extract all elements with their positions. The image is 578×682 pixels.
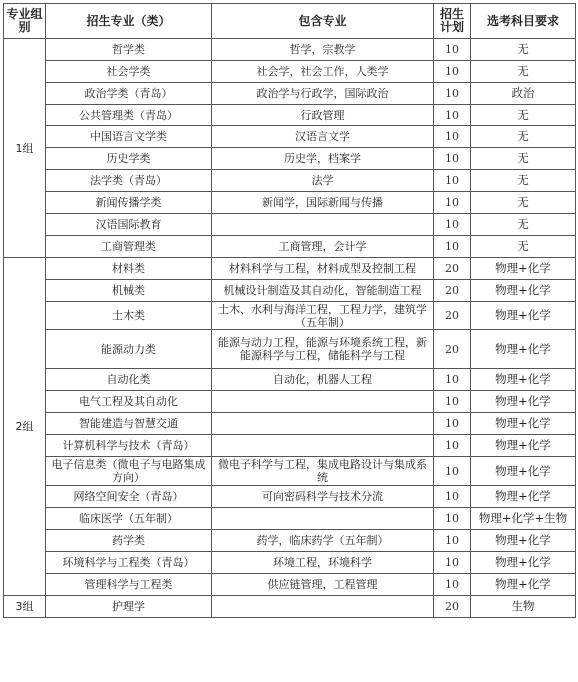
header-subjects: 选考科目要求: [471, 4, 576, 39]
plan-cell: 20: [434, 258, 471, 280]
major-cell: 电气工程及其自动化: [46, 391, 212, 413]
table-row: [4, 457, 576, 486]
includes-cell: 材料科学与工程，材料成型及控制工程: [212, 258, 434, 280]
subjects-cell: 物理+化学: [471, 574, 576, 596]
includes-cell: 历史学，档案学: [212, 148, 434, 170]
subjects-cell: 物理+化学: [471, 552, 576, 574]
includes-cell: [212, 214, 434, 236]
includes-cell: [212, 596, 434, 618]
plan-cell: 10: [434, 148, 471, 170]
plan-cell: 10: [434, 530, 471, 552]
admissions-table: [3, 3, 575, 618]
subjects-cell: 物理+化学: [471, 486, 576, 508]
table-row: [4, 61, 576, 83]
table-row: [4, 39, 576, 61]
subjects-cell: 无: [471, 170, 576, 192]
major-cell: 机械类: [46, 280, 212, 302]
major-cell: 新闻传播学类: [46, 192, 212, 214]
includes-cell: 社会学，社会工作，人类学: [212, 61, 434, 83]
subjects-cell: 物理+化学: [471, 302, 576, 330]
includes-cell: 工商管理，会计学: [212, 236, 434, 258]
table-row: [4, 214, 576, 236]
includes-cell: 新闻学，国际新闻与传播: [212, 192, 434, 214]
includes-cell: 政治学与行政学，国际政治: [212, 83, 434, 105]
major-cell: 材料类: [46, 258, 212, 280]
includes-cell: 哲学，宗教学: [212, 39, 434, 61]
subjects-cell: 生物: [471, 596, 576, 618]
table-row: [4, 170, 576, 192]
plan-cell: 10: [434, 391, 471, 413]
table-row: [4, 552, 576, 574]
major-cell: 护理学: [46, 596, 212, 618]
table-row: [4, 236, 576, 258]
major-cell: 哲学类: [46, 39, 212, 61]
includes-cell: [212, 435, 434, 457]
includes-cell: [212, 391, 434, 413]
plan-cell: 10: [434, 61, 471, 83]
includes-cell: 药学，临床药学（五年制）: [212, 530, 434, 552]
table-row: [4, 280, 576, 302]
plan-cell: 20: [434, 280, 471, 302]
group-label: 3组: [4, 596, 46, 618]
table-row: [4, 302, 576, 330]
plan-cell: 10: [434, 552, 471, 574]
includes-cell: 能源与动力工程，能源与环境系统工程，新能源科学与工程，储能科学与工程: [212, 330, 434, 369]
table-row: [4, 83, 576, 105]
subjects-cell: 物理+化学+生物: [471, 508, 576, 530]
includes-cell: 供应链管理，工程管理: [212, 574, 434, 596]
admissions-table-grid: [3, 3, 576, 618]
table-row: [4, 530, 576, 552]
subjects-cell: 物理+化学: [471, 330, 576, 369]
plan-cell: 10: [434, 369, 471, 391]
table-row: [4, 192, 576, 214]
subjects-cell: 物理+化学: [471, 369, 576, 391]
table-row: [4, 574, 576, 596]
table-row: [4, 369, 576, 391]
includes-cell: 土木、水利与海洋工程，工程力学，建筑学（五年制）: [212, 302, 434, 330]
header-row: [4, 4, 576, 39]
header-major: 招生专业（类）: [46, 4, 212, 39]
includes-cell: 可向密码科学与技术分流: [212, 486, 434, 508]
major-cell: 社会学类: [46, 61, 212, 83]
group-label: 1组: [4, 39, 46, 258]
major-cell: 临床医学（五年制）: [46, 508, 212, 530]
includes-cell: 机械设计制造及其自动化，智能制造工程: [212, 280, 434, 302]
major-cell: 计算机科学与技术（青岛）: [46, 435, 212, 457]
table-row: [4, 258, 576, 280]
header-plan: 招生计划: [434, 4, 471, 39]
subjects-cell: 物理+化学: [471, 280, 576, 302]
plan-cell: 10: [434, 214, 471, 236]
includes-cell: 法学: [212, 170, 434, 192]
header-includes: 包含专业: [212, 4, 434, 39]
plan-cell: 20: [434, 596, 471, 618]
subjects-cell: 无: [471, 214, 576, 236]
subjects-cell: 物理+化学: [471, 413, 576, 435]
plan-cell: 10: [434, 236, 471, 258]
major-cell: 网络空间安全（青岛）: [46, 486, 212, 508]
subjects-cell: 物理+化学: [471, 391, 576, 413]
major-cell: 电子信息类（微电子与电路集成方向）: [46, 457, 212, 486]
plan-cell: 10: [434, 83, 471, 105]
subjects-cell: 物理+化学: [471, 457, 576, 486]
table-row: [4, 126, 576, 148]
major-cell: 法学类（青岛）: [46, 170, 212, 192]
major-cell: 自动化类: [46, 369, 212, 391]
major-cell: 药学类: [46, 530, 212, 552]
plan-cell: 10: [434, 126, 471, 148]
includes-cell: 自动化，机器人工程: [212, 369, 434, 391]
plan-cell: 10: [434, 435, 471, 457]
plan-cell: 20: [434, 330, 471, 369]
major-cell: 中国语言文学类: [46, 126, 212, 148]
plan-cell: 10: [434, 170, 471, 192]
includes-cell: 微电子科学与工程，集成电路设计与集成系统: [212, 457, 434, 486]
plan-cell: 10: [434, 457, 471, 486]
major-cell: 环境科学与工程类（青岛）: [46, 552, 212, 574]
includes-cell: 汉语言文学: [212, 126, 434, 148]
table-row: [4, 435, 576, 457]
subjects-cell: 无: [471, 105, 576, 126]
plan-cell: 10: [434, 192, 471, 214]
plan-cell: 10: [434, 574, 471, 596]
table-row: [4, 105, 576, 126]
major-cell: 土木类: [46, 302, 212, 330]
plan-cell: 10: [434, 486, 471, 508]
major-cell: 政治学类（青岛）: [46, 83, 212, 105]
plan-cell: 20: [434, 302, 471, 330]
table-body: [4, 39, 576, 618]
subjects-cell: 无: [471, 236, 576, 258]
major-cell: 管理科学与工程类: [46, 574, 212, 596]
major-cell: 能源动力类: [46, 330, 212, 369]
plan-cell: 10: [434, 508, 471, 530]
subjects-cell: 无: [471, 148, 576, 170]
subjects-cell: 物理+化学: [471, 530, 576, 552]
major-cell: 汉语国际教育: [46, 214, 212, 236]
major-cell: 智能建造与智慧交通: [46, 413, 212, 435]
major-cell: 历史学类: [46, 148, 212, 170]
subjects-cell: 无: [471, 192, 576, 214]
subjects-cell: 物理+化学: [471, 435, 576, 457]
table-row: [4, 486, 576, 508]
subjects-cell: 物理+化学: [471, 258, 576, 280]
subjects-cell: 无: [471, 126, 576, 148]
includes-cell: 行政管理: [212, 105, 434, 126]
major-cell: 工商管理类: [46, 236, 212, 258]
plan-cell: 10: [434, 39, 471, 61]
group-label: 2组: [4, 258, 46, 596]
table-row: [4, 391, 576, 413]
includes-cell: 环境工程，环境科学: [212, 552, 434, 574]
includes-cell: [212, 508, 434, 530]
subjects-cell: 无: [471, 61, 576, 83]
table-row: [4, 330, 576, 369]
plan-cell: 10: [434, 413, 471, 435]
table-row: [4, 596, 576, 618]
subjects-cell: 无: [471, 39, 576, 61]
table-row: [4, 148, 576, 170]
table-row: [4, 413, 576, 435]
subjects-cell: 政治: [471, 83, 576, 105]
plan-cell: 10: [434, 105, 471, 126]
includes-cell: [212, 413, 434, 435]
header-group: 专业组别: [4, 4, 46, 39]
major-cell: 公共管理类（青岛）: [46, 105, 212, 126]
table-row: [4, 508, 576, 530]
